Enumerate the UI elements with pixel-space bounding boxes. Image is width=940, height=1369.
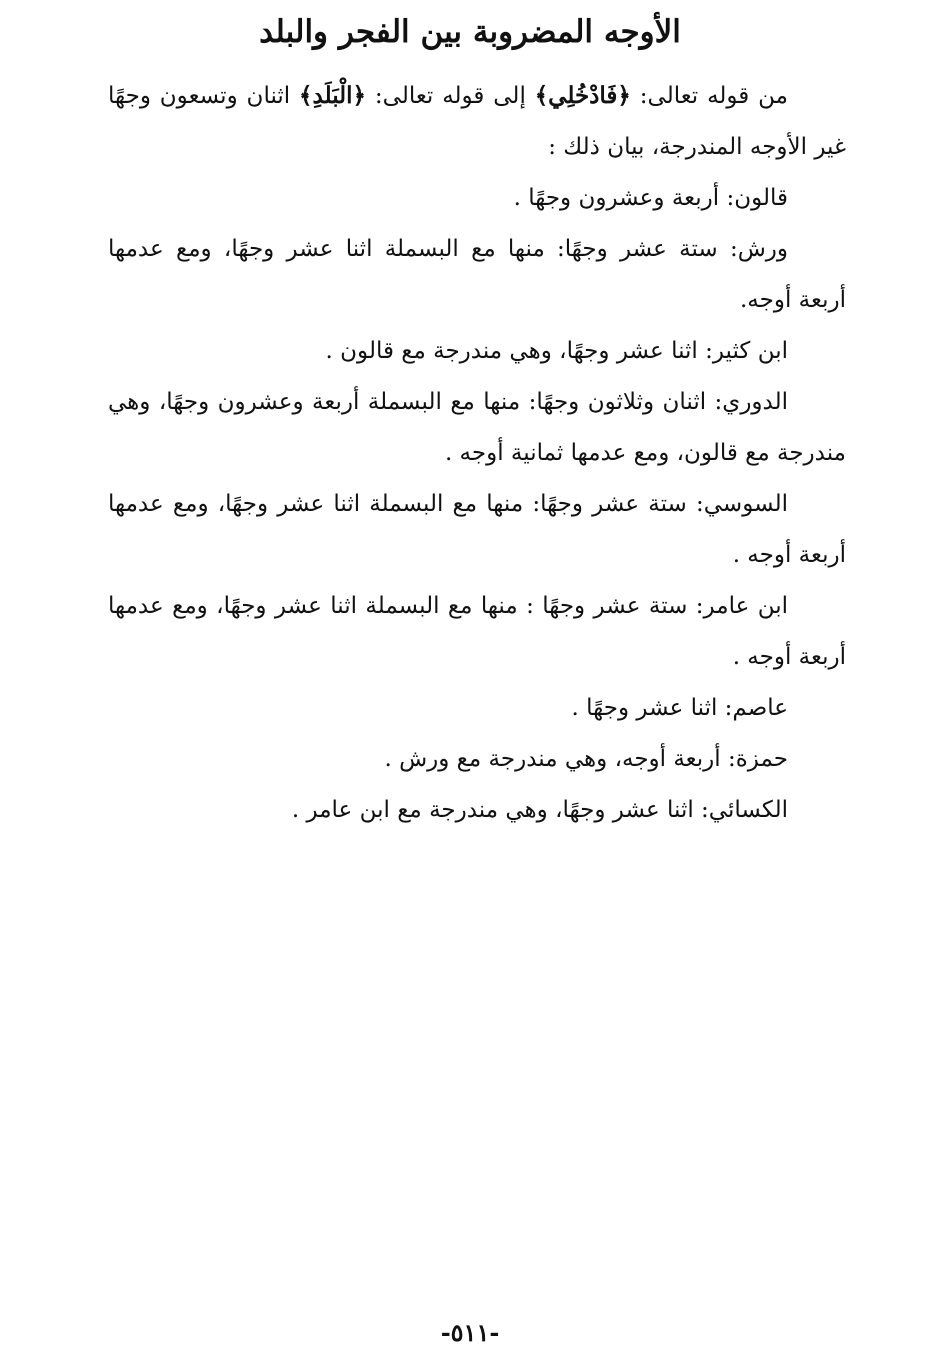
page-number: -٥١١-: [440, 1318, 500, 1347]
intro-text-part2: إلى قوله تعالى:: [366, 83, 535, 109]
entry-al-susi: السوسي: ستة عشر وجهًا: منها مع البسملة اثنا عشر وجهًا، ومع عدمها أربعة أوجه .: [108, 491, 846, 568]
quran-reference-end: ﴿الْبَلَدِ﴾: [299, 82, 367, 109]
entry-ibn-amir: ابن عامر: ستة عشر وجهًا : منها مع البسملة اثنا عشر وجهًا، ومع عدمها أربعة أوجه .: [108, 593, 846, 670]
entry-warsh: ورش: ستة عشر وجهًا: منها مع البسملة اثنا عشر وجهًا، ومع عدمها أربعة أوجه.: [108, 236, 846, 313]
entry-ibn-kathir: ابن كثير: اثنا عشر وجهًا، وهي مندرجة مع قالون .: [325, 338, 788, 364]
intro-text-part3: اثنان وتسعون وجهًا غير الأوجه المندرجة، بيان ذلك :: [108, 83, 846, 160]
intro-paragraph: [108, 70, 846, 173]
intro-text-part1: من قوله تعالى:: [630, 83, 788, 109]
entry-al-kisai: الكسائي: اثنا عشر وجهًا، وهي مندرجة مع ابن عامر .: [291, 797, 788, 823]
quran-reference-start: ﴿فَادْخُلِي﴾: [534, 82, 631, 109]
entry-hamza: حمزة: أربعة أوجه، وهي مندرجة مع ورش .: [384, 746, 788, 772]
entry-asim: عاصم: اثنا عشر وجهًا .: [571, 695, 788, 721]
document-body: [108, 70, 846, 836]
entry-al-duri: الدوري: اثنان وثلاثون وجهًا: منها مع البسملة أربعة وعشرون وجهًا، وهي مندرجة مع قالون، ومع عدمها ثمانية أوجه .: [108, 389, 846, 466]
page-title: الأوجه المضروبة بين الفجر والبلد: [259, 14, 681, 50]
entry-qalun: قالون: أربعة وعشرون وجهًا .: [513, 185, 788, 211]
